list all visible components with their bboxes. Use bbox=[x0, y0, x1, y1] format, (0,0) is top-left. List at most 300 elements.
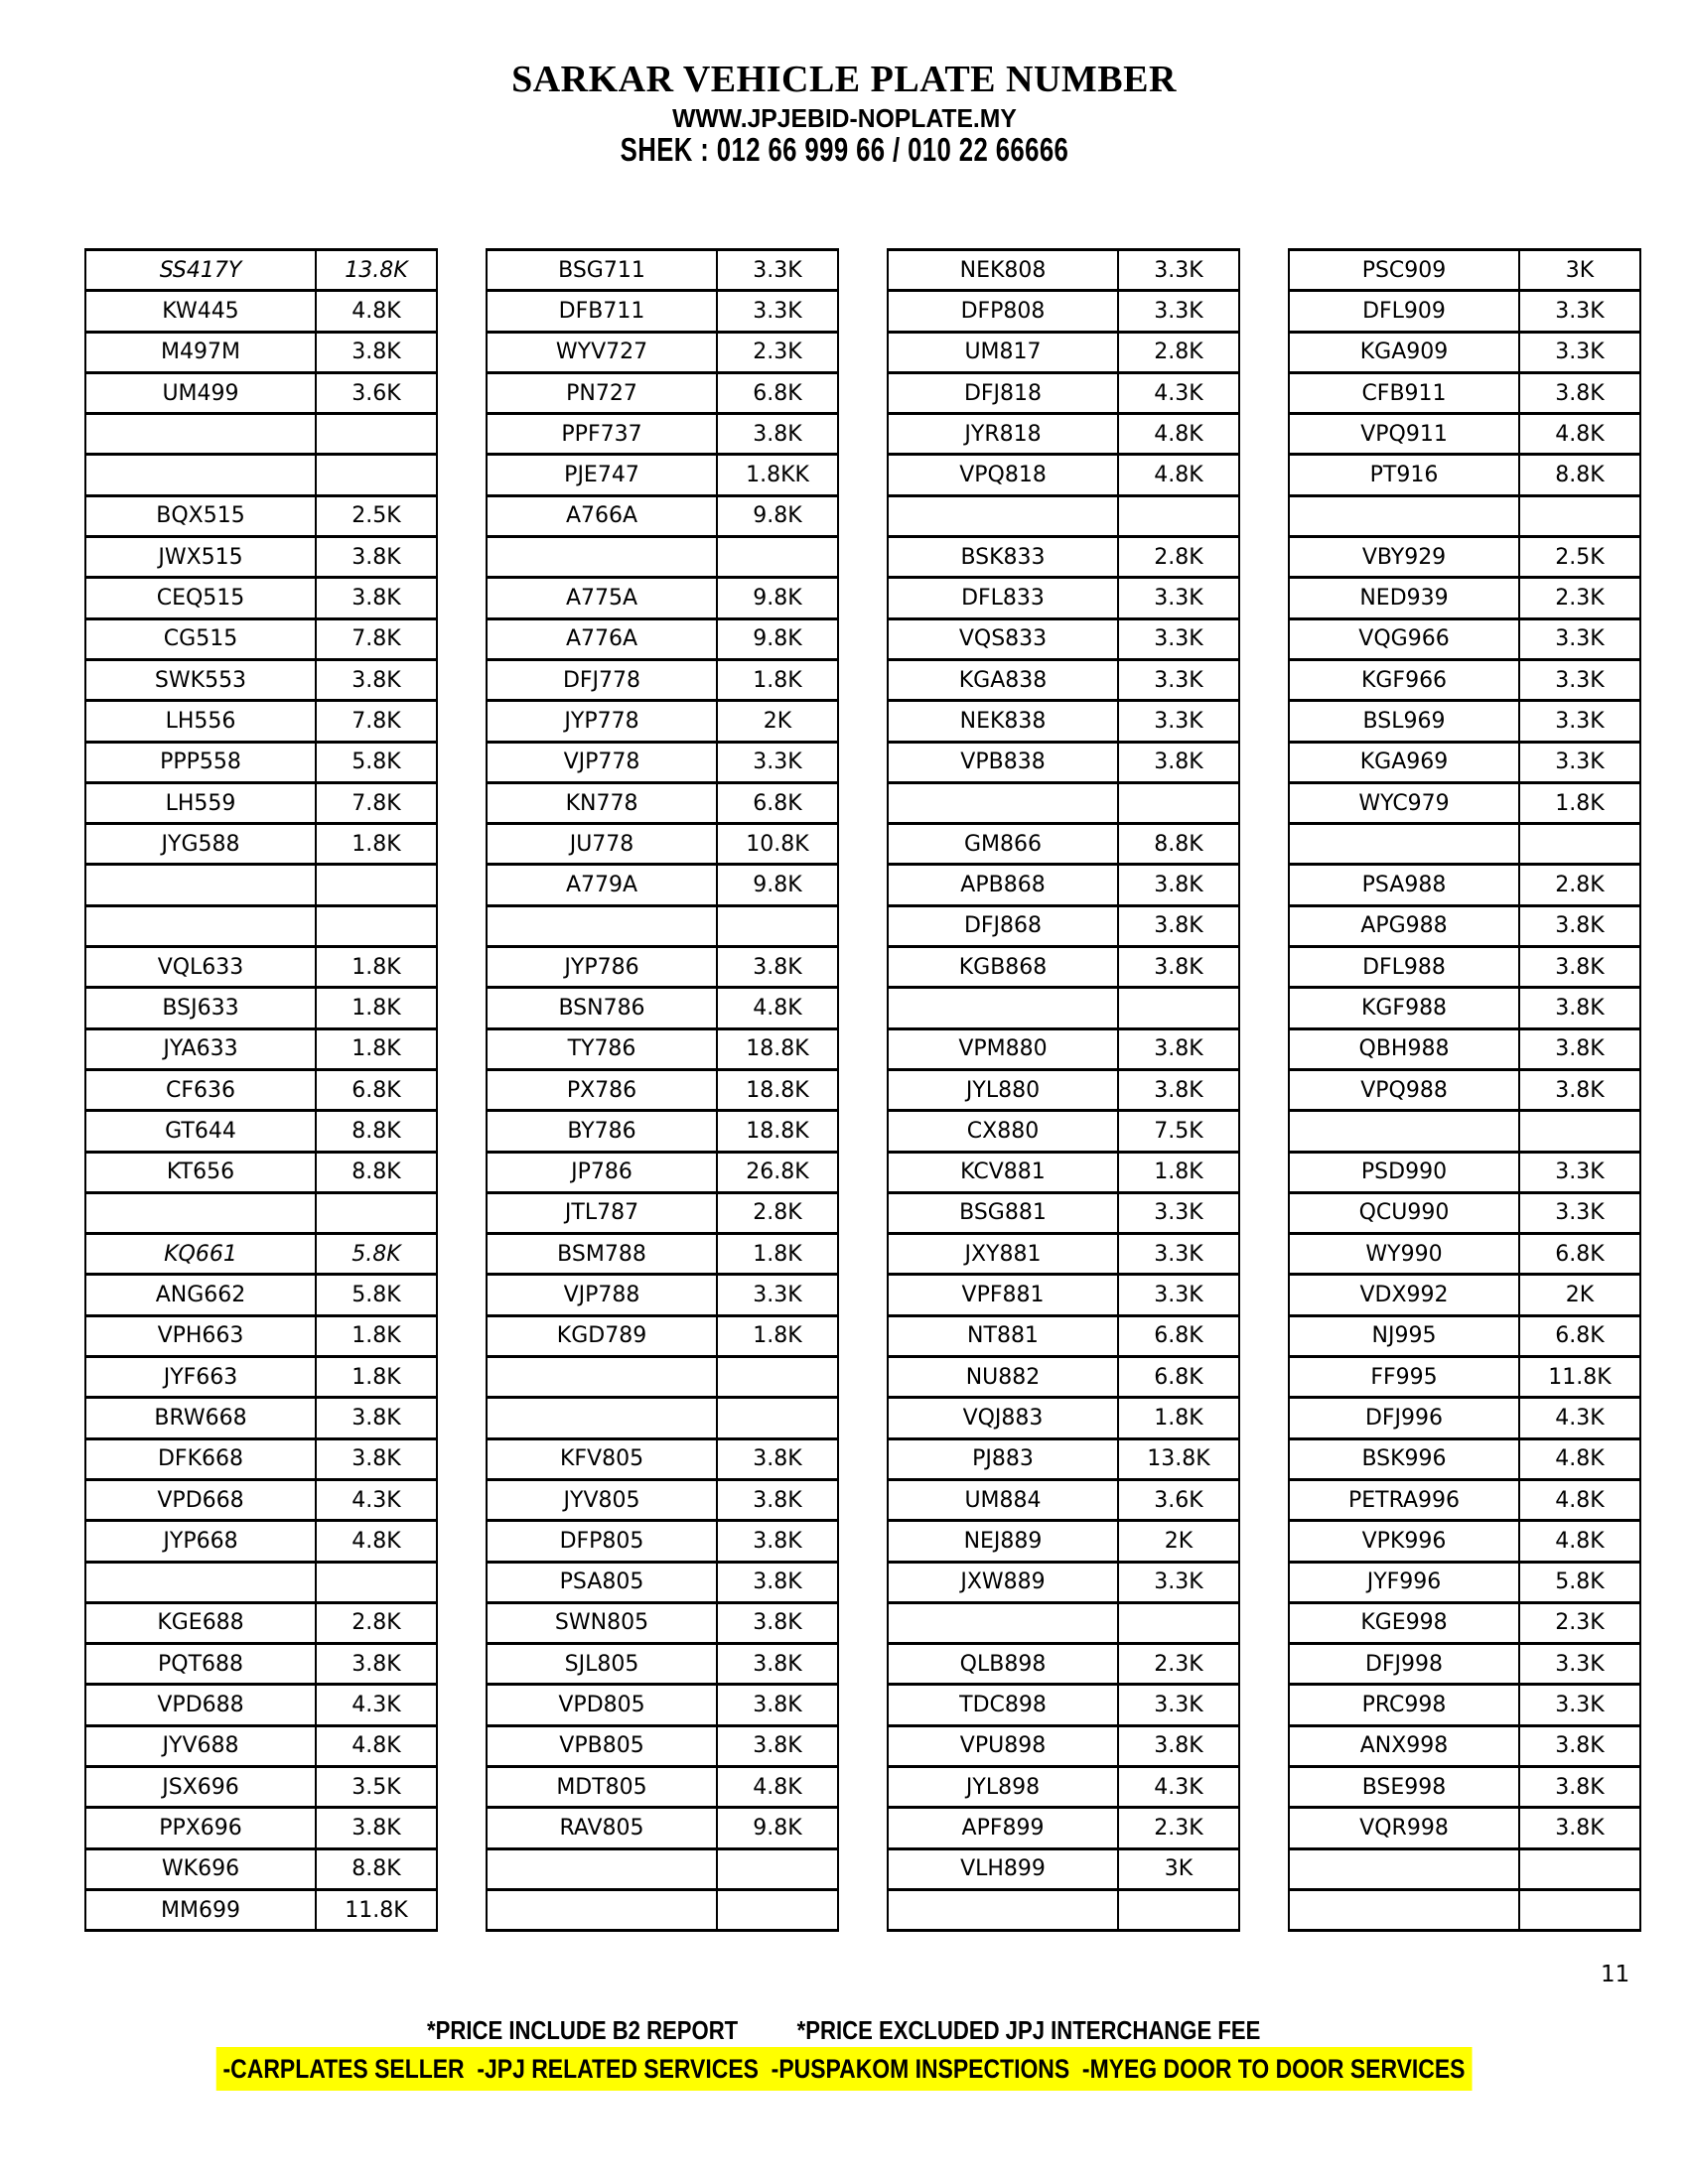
price-cell: 7.5K bbox=[1118, 1111, 1239, 1152]
table-row bbox=[888, 1685, 1239, 1725]
plate-cell: KCV881 bbox=[888, 1152, 1118, 1192]
price-cell: 3.3K bbox=[1519, 618, 1640, 659]
table-row bbox=[85, 1562, 437, 1602]
plate-cell: PJE747 bbox=[487, 455, 717, 495]
plate-cell: A776A bbox=[487, 618, 717, 659]
plate-cell: ANX998 bbox=[1289, 1725, 1519, 1766]
plate-cell: PPP558 bbox=[85, 742, 316, 782]
table-row bbox=[487, 1028, 838, 1069]
plate-cell: JSX696 bbox=[85, 1766, 316, 1807]
price-cell: 3.8K bbox=[316, 332, 437, 372]
price-cell: 11.8K bbox=[316, 1889, 437, 1930]
price-cell: 3.8K bbox=[717, 1644, 838, 1685]
plate-cell: BSL969 bbox=[1289, 701, 1519, 742]
plate-cell: JYL880 bbox=[888, 1069, 1118, 1110]
price-cell: 6.8K bbox=[717, 372, 838, 413]
price-cell: 3.8K bbox=[316, 578, 437, 618]
price-cell: 3.3K bbox=[1118, 250, 1239, 291]
price-cell: 4.3K bbox=[1118, 1766, 1239, 1807]
table-row bbox=[487, 578, 838, 618]
table-row bbox=[85, 578, 437, 618]
table-row bbox=[888, 578, 1239, 618]
contact-text: SHEK : 012 66 999 66 / 010 22 66666 bbox=[620, 131, 1068, 168]
price-cell: 3.8K bbox=[1519, 1028, 1640, 1069]
price-note-excluded: *PRICE EXCLUDED JPJ INTERCHANGE FEE bbox=[796, 2015, 1261, 2045]
price-cell: 1.8K bbox=[717, 1234, 838, 1275]
price-cell: 2.8K bbox=[1118, 537, 1239, 578]
plate-cell: JYP778 bbox=[487, 701, 717, 742]
table-row bbox=[888, 1725, 1239, 1766]
price-cell: 8.8K bbox=[1118, 824, 1239, 865]
price-cell bbox=[316, 1562, 437, 1602]
table-row bbox=[888, 1766, 1239, 1807]
table-row bbox=[85, 1644, 437, 1685]
price-cell: 3.8K bbox=[1118, 1069, 1239, 1110]
plate-cell: JP786 bbox=[487, 1152, 717, 1192]
price-cell: 11.8K bbox=[1519, 1357, 1640, 1398]
price-cell: 7.8K bbox=[316, 701, 437, 742]
price-cell: 1.8K bbox=[717, 659, 838, 700]
table-row bbox=[487, 1808, 838, 1848]
plate-cell: VPD688 bbox=[85, 1685, 316, 1725]
price-cell: 3.3K bbox=[1519, 701, 1640, 742]
table-row bbox=[487, 250, 838, 291]
plate-cell bbox=[888, 1602, 1118, 1643]
table-row bbox=[1289, 701, 1640, 742]
table-row bbox=[85, 372, 437, 413]
plate-cell: BSM788 bbox=[487, 1234, 717, 1275]
plate-cell: WK696 bbox=[85, 1848, 316, 1889]
price-cell: 6.8K bbox=[1519, 1234, 1640, 1275]
plate-cell: KQ661 bbox=[85, 1234, 316, 1275]
price-cell: 4.3K bbox=[1519, 1398, 1640, 1438]
plate-cell: VDX992 bbox=[1289, 1275, 1519, 1315]
price-cell bbox=[1118, 1602, 1239, 1643]
plate-cell bbox=[1289, 495, 1519, 536]
plate-table-4 bbox=[1288, 248, 1641, 1932]
table-row bbox=[487, 291, 838, 332]
table-row bbox=[85, 1111, 437, 1152]
price-cell: 2.5K bbox=[1519, 537, 1640, 578]
plate-cell: GT644 bbox=[85, 1111, 316, 1152]
plate-cell: BRW668 bbox=[85, 1398, 316, 1438]
price-cell: 13.8K bbox=[316, 250, 437, 291]
table-row bbox=[487, 865, 838, 905]
table-row bbox=[1289, 1152, 1640, 1192]
plate-cell bbox=[888, 782, 1118, 823]
price-cell: 1.8K bbox=[316, 988, 437, 1028]
table-row bbox=[85, 1275, 437, 1315]
table-row bbox=[487, 1602, 838, 1643]
table-row bbox=[487, 455, 838, 495]
price-cell: 8.8K bbox=[316, 1111, 437, 1152]
table-row bbox=[85, 1848, 437, 1889]
table-row bbox=[888, 1848, 1239, 1889]
table-row bbox=[888, 824, 1239, 865]
price-cell: 10.8K bbox=[717, 824, 838, 865]
table-row bbox=[487, 1315, 838, 1356]
plate-cell: KN778 bbox=[487, 782, 717, 823]
plate-cell: KGF988 bbox=[1289, 988, 1519, 1028]
price-cell: 1.8K bbox=[316, 1028, 437, 1069]
price-cell: 2.3K bbox=[1118, 1644, 1239, 1685]
plate-cell bbox=[85, 865, 316, 905]
price-cell: 3.8K bbox=[1519, 1725, 1640, 1766]
table-row bbox=[1289, 291, 1640, 332]
price-cell: 6.8K bbox=[1118, 1315, 1239, 1356]
price-cell: 2K bbox=[1519, 1275, 1640, 1315]
table-row bbox=[888, 905, 1239, 946]
table-row bbox=[888, 1069, 1239, 1110]
table-row bbox=[85, 291, 437, 332]
price-cell: 18.8K bbox=[717, 1028, 838, 1069]
price-cell: 3.3K bbox=[1519, 332, 1640, 372]
plate-cell: M497M bbox=[85, 332, 316, 372]
table-row bbox=[1289, 1111, 1640, 1152]
page-number: 11 bbox=[1601, 1962, 1630, 1987]
price-cell: 4.8K bbox=[1519, 1521, 1640, 1562]
price-cell: 3.8K bbox=[717, 1725, 838, 1766]
price-cell: 3.8K bbox=[316, 1438, 437, 1479]
table-row bbox=[888, 1152, 1239, 1192]
table-row bbox=[1289, 1725, 1640, 1766]
price-cell: 5.8K bbox=[316, 1275, 437, 1315]
plate-cell: GM866 bbox=[888, 824, 1118, 865]
price-cell bbox=[717, 905, 838, 946]
table-row bbox=[487, 824, 838, 865]
plate-cell: VQR998 bbox=[1289, 1808, 1519, 1848]
table-row bbox=[85, 1521, 437, 1562]
plate-cell: JXW889 bbox=[888, 1562, 1118, 1602]
plate-cell: PPF737 bbox=[487, 414, 717, 455]
plate-cell: KGA909 bbox=[1289, 332, 1519, 372]
table-row bbox=[1289, 1028, 1640, 1069]
table-row bbox=[85, 1069, 437, 1110]
table-row bbox=[1289, 1602, 1640, 1643]
plate-cell: TY786 bbox=[487, 1028, 717, 1069]
services-highlight-bar: -CARPLATES SELLER -JPJ RELATED SERVICES -PUSPAKOM INSPECTIONS -MYEG DOOR TO DOOR SERVICES bbox=[216, 2047, 1473, 2091]
plate-cell: JYF663 bbox=[85, 1357, 316, 1398]
price-cell: 8.8K bbox=[316, 1152, 437, 1192]
price-cell: 6.8K bbox=[316, 1069, 437, 1110]
plate-cell bbox=[487, 537, 717, 578]
price-notes-line bbox=[0, 2015, 1688, 2046]
plate-cell: BSG711 bbox=[487, 250, 717, 291]
price-cell: 9.8K bbox=[717, 1808, 838, 1848]
table-row bbox=[487, 618, 838, 659]
plate-cell: BSN786 bbox=[487, 988, 717, 1028]
price-cell: 3.3K bbox=[1519, 291, 1640, 332]
price-cell: 2.8K bbox=[717, 1192, 838, 1233]
table-row bbox=[85, 1602, 437, 1643]
price-cell: 3.6K bbox=[316, 372, 437, 413]
website-text: WWW.JPJEBID-NOPLATE.MY bbox=[671, 103, 1017, 133]
price-cell: 3.3K bbox=[1118, 1192, 1239, 1233]
price-cell: 9.8K bbox=[717, 578, 838, 618]
plate-cell: VQS833 bbox=[888, 618, 1118, 659]
plate-cell bbox=[1289, 1889, 1519, 1930]
table-row bbox=[1289, 742, 1640, 782]
plate-cell: BSK996 bbox=[1289, 1438, 1519, 1479]
plate-cell: QBH988 bbox=[1289, 1028, 1519, 1069]
price-cell: 2.3K bbox=[717, 332, 838, 372]
plate-cell: JXY881 bbox=[888, 1234, 1118, 1275]
table-row bbox=[1289, 1438, 1640, 1479]
table-row bbox=[85, 824, 437, 865]
plate-cell bbox=[1289, 1848, 1519, 1889]
plate-cell: JWX515 bbox=[85, 537, 316, 578]
price-cell: 2.3K bbox=[1519, 1602, 1640, 1643]
table-row bbox=[1289, 1848, 1640, 1889]
plate-cell: KFV805 bbox=[487, 1438, 717, 1479]
plate-cell: VJP788 bbox=[487, 1275, 717, 1315]
table-row bbox=[888, 1192, 1239, 1233]
table-row bbox=[487, 495, 838, 536]
plate-cell bbox=[487, 1398, 717, 1438]
table-row bbox=[487, 1234, 838, 1275]
plate-cell: JU778 bbox=[487, 824, 717, 865]
table-row bbox=[85, 742, 437, 782]
price-cell: 3.8K bbox=[717, 1685, 838, 1725]
plate-cell: VQJ883 bbox=[888, 1398, 1118, 1438]
price-cell bbox=[316, 1192, 437, 1233]
table-row bbox=[487, 1152, 838, 1192]
contact-line bbox=[0, 131, 1688, 169]
table-row bbox=[1289, 414, 1640, 455]
plate-cell: VJP778 bbox=[487, 742, 717, 782]
table-row bbox=[888, 782, 1239, 823]
plate-cell: SWN805 bbox=[487, 1602, 717, 1643]
price-cell: 18.8K bbox=[717, 1069, 838, 1110]
table-row bbox=[1289, 1808, 1640, 1848]
price-cell: 9.8K bbox=[717, 495, 838, 536]
table-row bbox=[888, 495, 1239, 536]
plate-cell: MM699 bbox=[85, 1889, 316, 1930]
table-row bbox=[888, 742, 1239, 782]
page-title bbox=[0, 58, 1688, 101]
table-row bbox=[1289, 659, 1640, 700]
table-row bbox=[888, 1521, 1239, 1562]
table-row bbox=[888, 988, 1239, 1028]
table-row bbox=[888, 865, 1239, 905]
plate-cell: WYV727 bbox=[487, 332, 717, 372]
table-row bbox=[888, 1398, 1239, 1438]
plate-cell: VPF881 bbox=[888, 1275, 1118, 1315]
table-row bbox=[1289, 1069, 1640, 1110]
table-row bbox=[85, 1766, 437, 1807]
price-cell: 4.3K bbox=[316, 1479, 437, 1520]
price-cell: 3.3K bbox=[1118, 701, 1239, 742]
plate-cell: WY990 bbox=[1289, 1234, 1519, 1275]
price-cell: 3.3K bbox=[1118, 1562, 1239, 1602]
plate-cell: A779A bbox=[487, 865, 717, 905]
table-row bbox=[888, 1028, 1239, 1069]
table-row bbox=[1289, 865, 1640, 905]
price-cell: 2.3K bbox=[1118, 1808, 1239, 1848]
price-cell: 3.3K bbox=[1118, 659, 1239, 700]
price-cell: 3.8K bbox=[1519, 1808, 1640, 1848]
plate-cell bbox=[85, 455, 316, 495]
price-cell: 5.8K bbox=[1519, 1562, 1640, 1602]
price-cell: 3.6K bbox=[1118, 1479, 1239, 1520]
table-row bbox=[1289, 332, 1640, 372]
price-cell: 3.3K bbox=[1118, 1275, 1239, 1315]
plate-cell: QLB898 bbox=[888, 1644, 1118, 1685]
plate-cell: DFK668 bbox=[85, 1438, 316, 1479]
table-row bbox=[487, 537, 838, 578]
price-cell: 1.8KK bbox=[717, 455, 838, 495]
price-cell: 3.3K bbox=[717, 1275, 838, 1315]
price-cell: 18.8K bbox=[717, 1111, 838, 1152]
plate-cell: CG515 bbox=[85, 618, 316, 659]
price-cell: 7.8K bbox=[316, 618, 437, 659]
price-cell: 4.3K bbox=[1118, 372, 1239, 413]
plate-cell: KGD789 bbox=[487, 1315, 717, 1356]
table-row bbox=[487, 1479, 838, 1520]
table-row bbox=[85, 905, 437, 946]
price-cell: 3.8K bbox=[1118, 742, 1239, 782]
plate-cell: PSA988 bbox=[1289, 865, 1519, 905]
plate-cell bbox=[85, 1562, 316, 1602]
plate-cell: VPK996 bbox=[1289, 1521, 1519, 1562]
plate-cell: WYC979 bbox=[1289, 782, 1519, 823]
table-row bbox=[888, 1602, 1239, 1643]
price-cell: 3.3K bbox=[1519, 1152, 1640, 1192]
plate-cell: PQT688 bbox=[85, 1644, 316, 1685]
plate-cell bbox=[487, 1848, 717, 1889]
plate-cell: VPH663 bbox=[85, 1315, 316, 1356]
plate-cell: JYV688 bbox=[85, 1725, 316, 1766]
price-cell: 2.8K bbox=[1519, 865, 1640, 905]
price-cell bbox=[1118, 988, 1239, 1028]
plate-cell: VQL633 bbox=[85, 947, 316, 988]
table-row bbox=[1289, 1275, 1640, 1315]
table-row bbox=[1289, 947, 1640, 988]
price-cell: 26.8K bbox=[717, 1152, 838, 1192]
website-line bbox=[0, 103, 1688, 134]
table-row bbox=[85, 1192, 437, 1233]
price-cell: 1.8K bbox=[1118, 1398, 1239, 1438]
table-row bbox=[888, 1479, 1239, 1520]
table-row bbox=[85, 1028, 437, 1069]
price-cell: 13.8K bbox=[1118, 1438, 1239, 1479]
table-row bbox=[85, 332, 437, 372]
plate-cell bbox=[1289, 1111, 1519, 1152]
price-cell: 1.8K bbox=[717, 1315, 838, 1356]
price-cell: 3.8K bbox=[717, 1602, 838, 1643]
price-cell: 3.3K bbox=[1118, 618, 1239, 659]
plate-cell: BSJ633 bbox=[85, 988, 316, 1028]
table-row bbox=[487, 905, 838, 946]
price-cell bbox=[1519, 1111, 1640, 1152]
plate-cell: JYL898 bbox=[888, 1766, 1118, 1807]
price-cell: 2.8K bbox=[316, 1602, 437, 1643]
price-cell: 3.8K bbox=[717, 1562, 838, 1602]
table-row bbox=[85, 618, 437, 659]
table-row bbox=[85, 495, 437, 536]
table-row bbox=[487, 1111, 838, 1152]
plate-cell: DFP805 bbox=[487, 1521, 717, 1562]
plate-cell bbox=[85, 1192, 316, 1233]
plate-cell: KGA838 bbox=[888, 659, 1118, 700]
plate-cell bbox=[1289, 824, 1519, 865]
plate-cell: VBY929 bbox=[1289, 537, 1519, 578]
plate-cell: VPB805 bbox=[487, 1725, 717, 1766]
table-row bbox=[487, 1766, 838, 1807]
page-title-text: SARKAR VEHICLE PLATE NUMBER bbox=[511, 59, 1177, 100]
plate-cell: DFL909 bbox=[1289, 291, 1519, 332]
table-row bbox=[85, 1685, 437, 1725]
plate-cell: VPU898 bbox=[888, 1725, 1118, 1766]
plate-cell: PSA805 bbox=[487, 1562, 717, 1602]
table-row bbox=[85, 701, 437, 742]
table-row bbox=[487, 1438, 838, 1479]
table-row bbox=[888, 1111, 1239, 1152]
table-row bbox=[487, 1562, 838, 1602]
price-cell: 3.3K bbox=[717, 742, 838, 782]
table-row bbox=[85, 537, 437, 578]
price-cell: 3.5K bbox=[316, 1766, 437, 1807]
plate-cell: JYR818 bbox=[888, 414, 1118, 455]
plate-cell: JYA633 bbox=[85, 1028, 316, 1069]
table-row bbox=[1289, 537, 1640, 578]
price-cell: 6.8K bbox=[1519, 1315, 1640, 1356]
table-row bbox=[487, 701, 838, 742]
plate-cell: CFB911 bbox=[1289, 372, 1519, 413]
table-row bbox=[1289, 1192, 1640, 1233]
price-cell: 1.8K bbox=[316, 1357, 437, 1398]
plate-cell: UM884 bbox=[888, 1479, 1118, 1520]
table-row bbox=[1289, 988, 1640, 1028]
plate-cell: JTL787 bbox=[487, 1192, 717, 1233]
plate-cell bbox=[487, 1357, 717, 1398]
table-row bbox=[888, 1357, 1239, 1398]
table-row bbox=[888, 332, 1239, 372]
price-cell: 3.8K bbox=[1519, 905, 1640, 946]
price-cell bbox=[1519, 1848, 1640, 1889]
price-cell: 3.8K bbox=[1118, 905, 1239, 946]
table-row bbox=[85, 659, 437, 700]
plate-cell: NU882 bbox=[888, 1357, 1118, 1398]
plate-cell: APG988 bbox=[1289, 905, 1519, 946]
price-cell: 4.8K bbox=[316, 1725, 437, 1766]
table-row bbox=[487, 1889, 838, 1930]
table-row bbox=[487, 1398, 838, 1438]
price-cell: 3.3K bbox=[717, 291, 838, 332]
plate-cell: PN727 bbox=[487, 372, 717, 413]
price-cell: 2.3K bbox=[1519, 578, 1640, 618]
price-cell bbox=[1118, 782, 1239, 823]
table-row bbox=[888, 1808, 1239, 1848]
price-cell: 3.8K bbox=[1519, 947, 1640, 988]
table-row bbox=[487, 1644, 838, 1685]
price-cell: 3.3K bbox=[1118, 1685, 1239, 1725]
price-cell bbox=[717, 1889, 838, 1930]
plate-cell: PETRA996 bbox=[1289, 1479, 1519, 1520]
table-row bbox=[85, 414, 437, 455]
table-row bbox=[85, 1152, 437, 1192]
price-cell: 3.8K bbox=[1519, 1766, 1640, 1807]
table-row bbox=[1289, 1315, 1640, 1356]
table-row bbox=[1289, 578, 1640, 618]
table-row bbox=[888, 537, 1239, 578]
table-row bbox=[888, 1562, 1239, 1602]
plate-cell: TDC898 bbox=[888, 1685, 1118, 1725]
price-cell: 3.3K bbox=[1118, 1234, 1239, 1275]
plate-cell: A775A bbox=[487, 578, 717, 618]
table-row bbox=[85, 250, 437, 291]
table-row bbox=[85, 1357, 437, 1398]
